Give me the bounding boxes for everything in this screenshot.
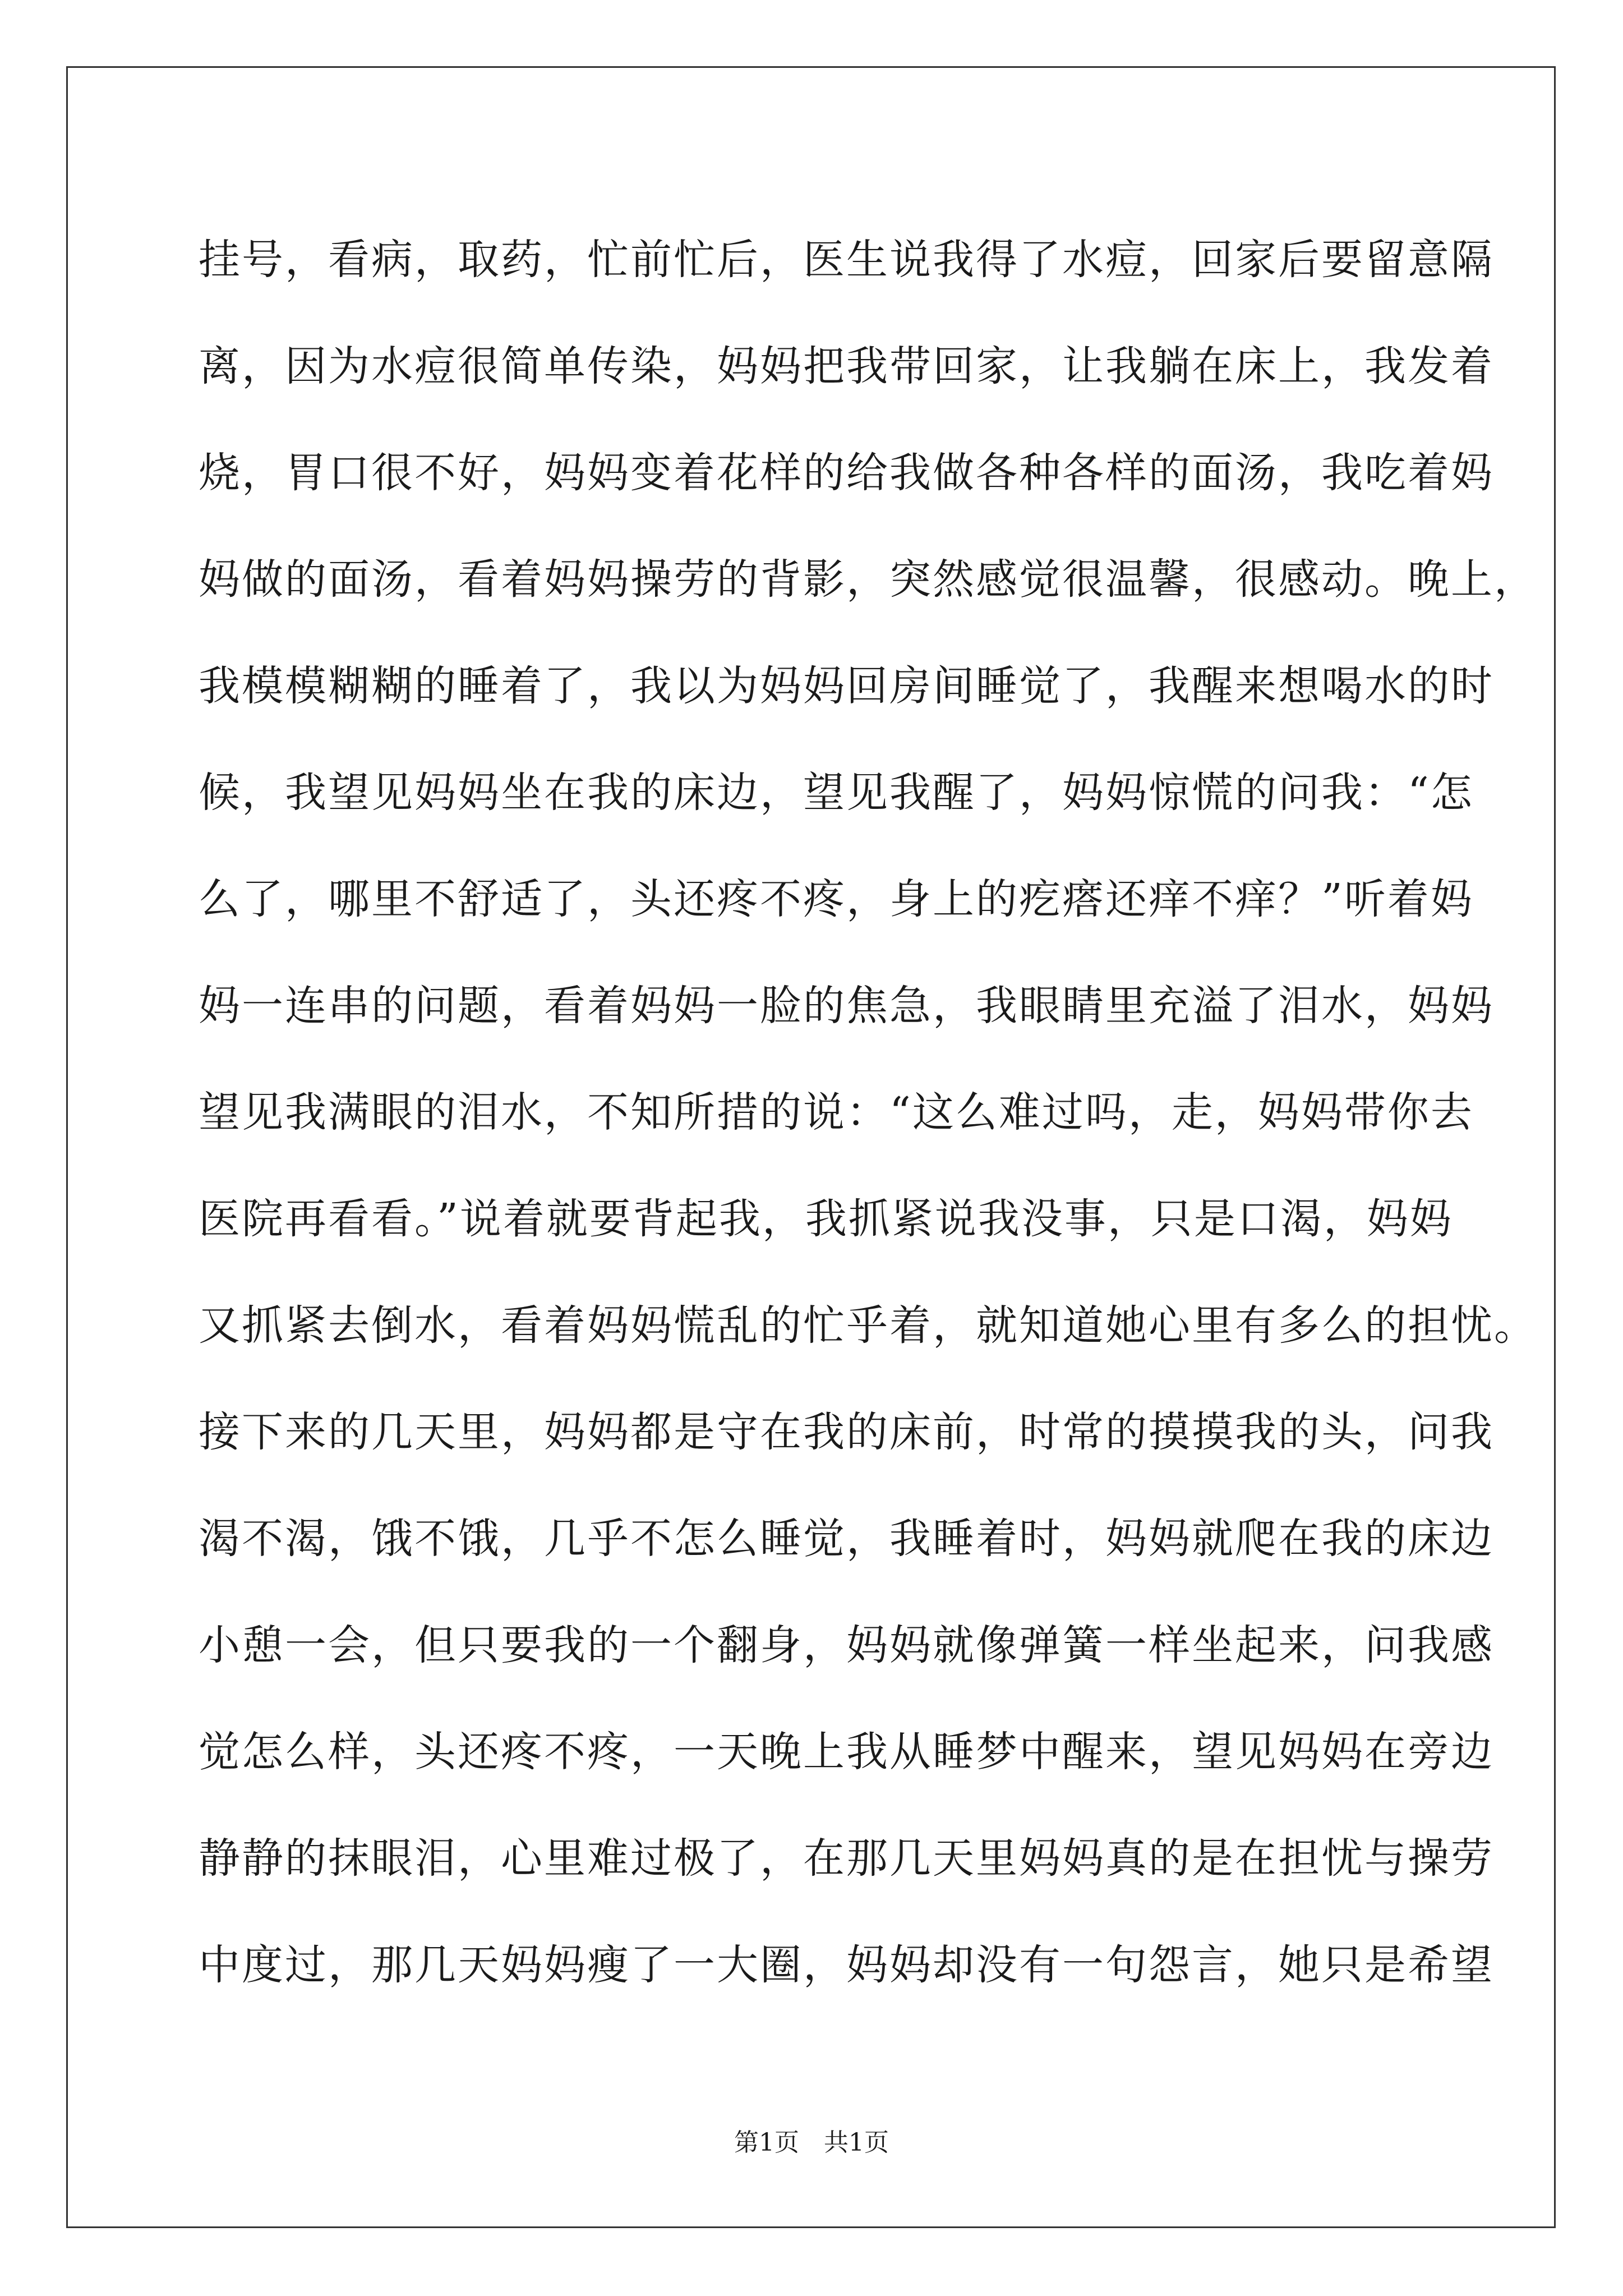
text-line: 渴不渴，饿不饿，几乎不怎么睡觉，我睡着时，妈妈就爬在我的床边 [199,1515,1494,1563]
text-line: 望见我满眼的泪水，不知所措的说：“这么难过吗，走，妈妈带你去 [199,1088,1474,1137]
page-number-footer: 第1页 共1页 [734,2128,889,2157]
text-line: 我模模糊糊的睡着了，我以为妈妈回房间睡觉了，我醒来想喝水的时 [199,662,1494,710]
text-line: 妈一连串的问题，看着妈妈一脸的焦急，我眼睛里充溢了泪水，妈妈 [199,982,1494,1030]
text-line: 接下来的几天里，妈妈都是守在我的床前，时常的摸摸我的头，问我 [199,1408,1494,1456]
text-line: 离，因为水痘很简单传染，妈妈把我带回家，让我躺在床上，我发着 [199,342,1494,390]
text-line: 妈做的面汤，看着妈妈操劳的背影，突然感觉很温馨，很感动。晚上， [199,555,1537,604]
document-body [199,206,1537,2018]
text-line: 挂号，看病，取药，忙前忙后，医生说我得了水痘，回家后要留意隔 [199,236,1494,284]
text-line: 候，我望见妈妈坐在我的床边，望见我醒了，妈妈惊慌的问我：“怎 [199,769,1474,817]
text-line: 觉怎么样，头还疼不疼，一天晚上我从睡梦中醒来，望见妈妈在旁边 [199,1728,1494,1776]
text-line: 小憩一会，但只要我的一个翻身，妈妈就像弹簧一样坐起来，问我感 [199,1621,1494,1669]
text-line: 么了，哪里不舒适了，头还疼不疼，身上的疙瘩还痒不痒？”听着妈 [199,875,1474,923]
text-line: 中度过，那几天妈妈瘦了一大圈，妈妈却没有一句怨言，她只是希望 [199,1941,1494,1989]
text-line: 又抓紧去倒水，看着妈妈慌乱的忙乎着，就知道她心里有多么的担忧。 [199,1301,1537,1350]
text-line: 静静的抹眼泪，心里难过极了，在那几天里妈妈真的是在担忧与操劳 [199,1834,1494,1883]
text-line: 烧，胃口很不好，妈妈变着花样的给我做各种各样的面汤，我吃着妈 [199,449,1494,497]
text-line: 医院再看看。”说着就要背起我，我抓紧说我没事，只是口渴，妈妈 [199,1195,1453,1243]
